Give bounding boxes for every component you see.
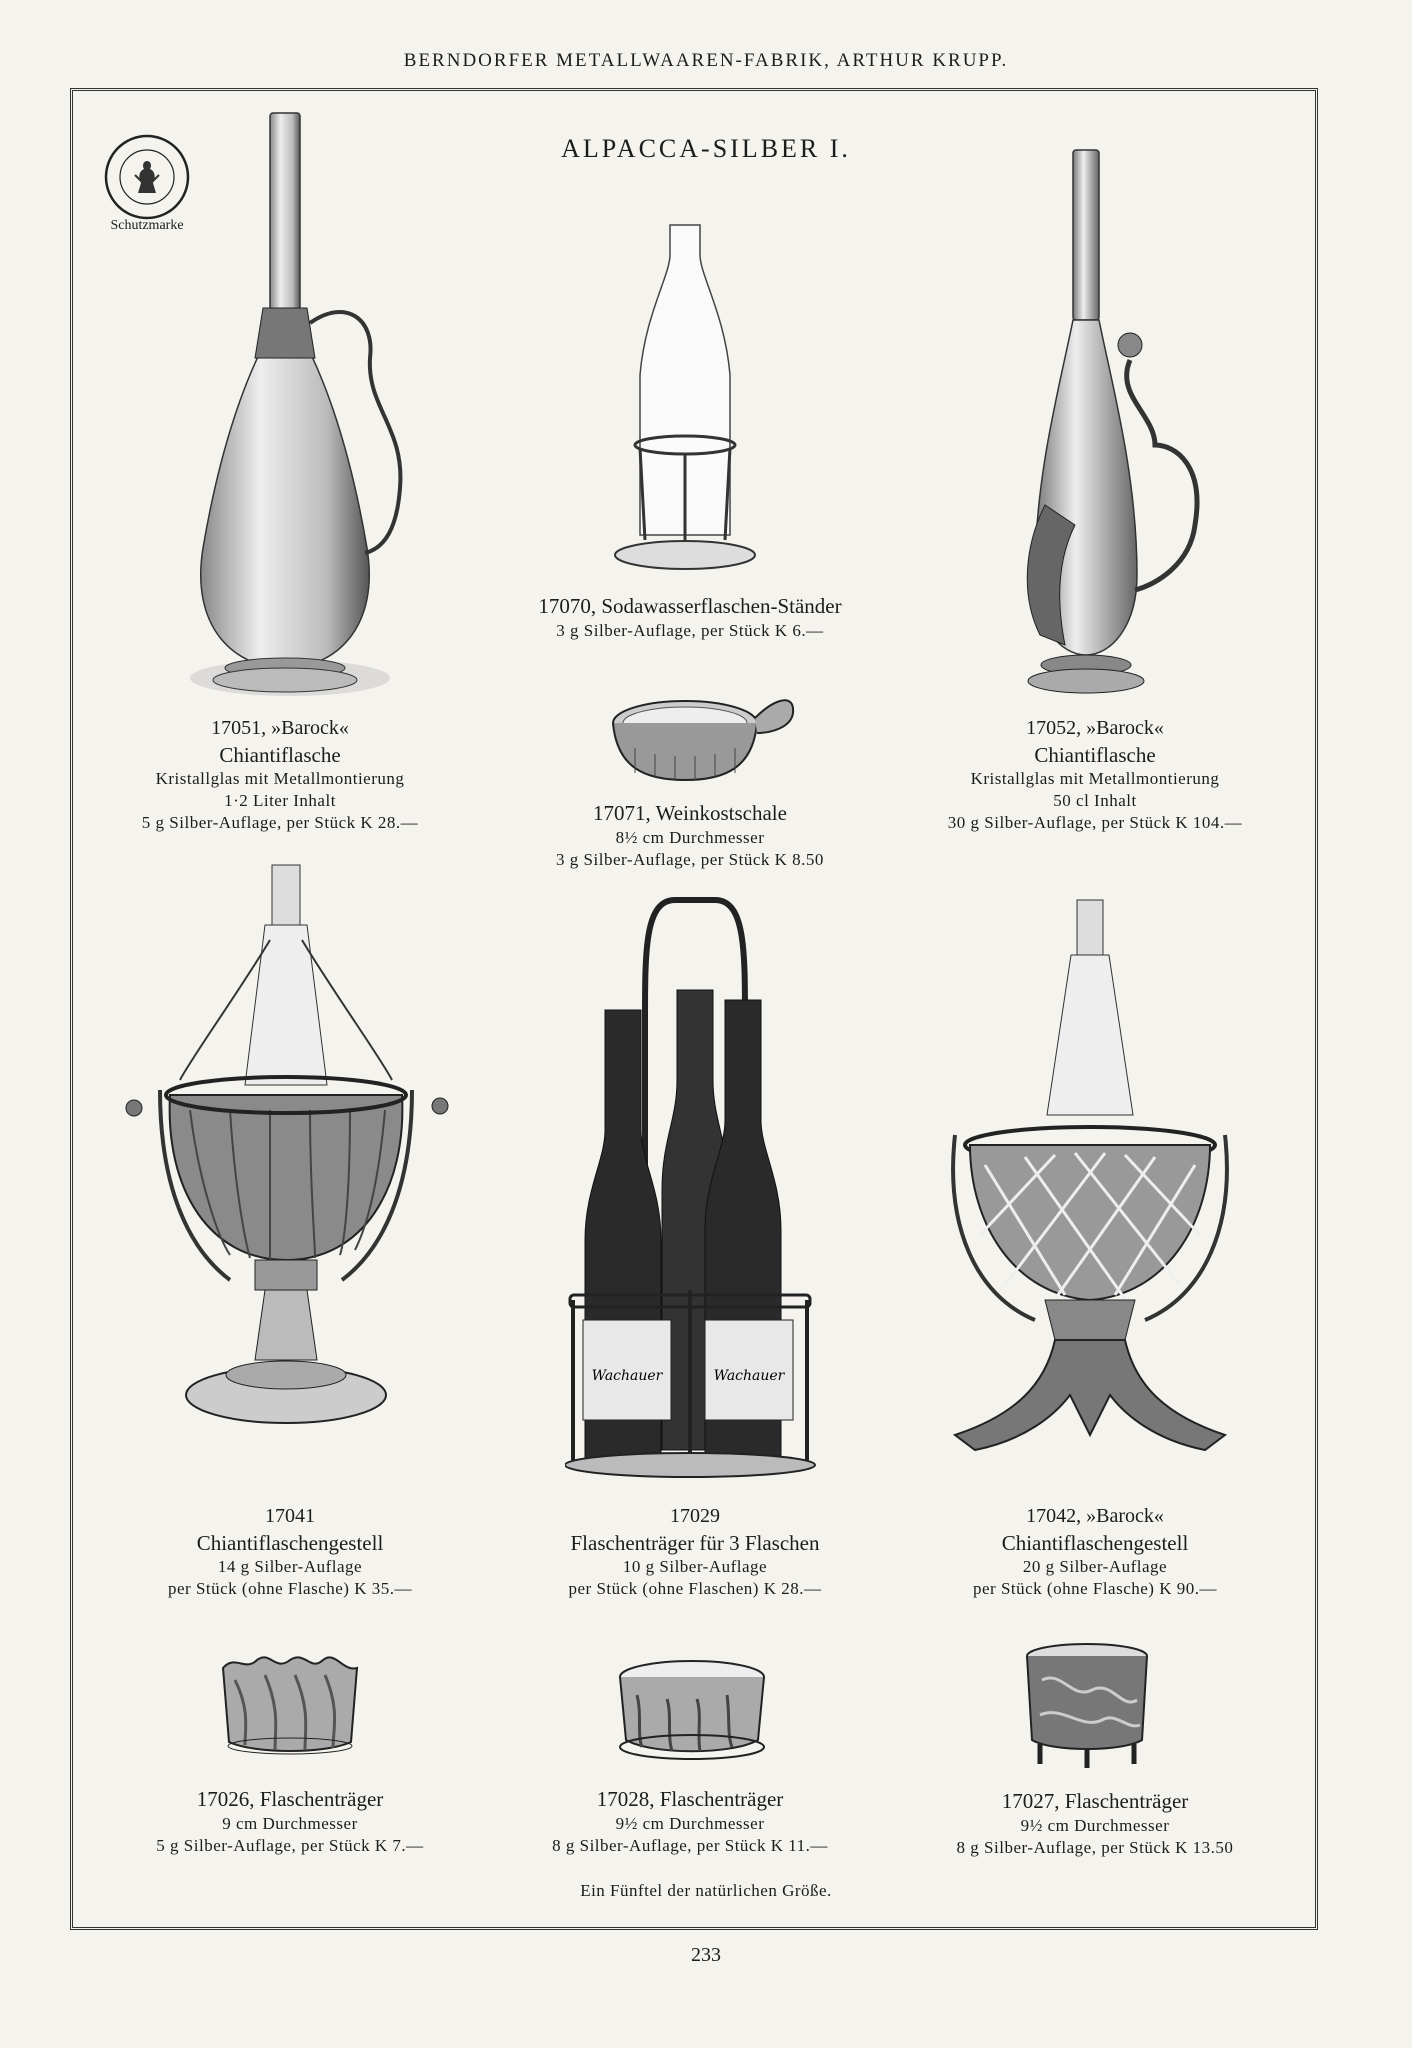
item-detail: 14 g Silber-Auflage (217, 1557, 363, 1577)
item-number: 17071, Weinkostschale (593, 801, 787, 825)
item-caption-17071 (500, 800, 880, 870)
item-name: Chiantiflaschengestell (1001, 1530, 1189, 1555)
item-caption-17027 (900, 1788, 1290, 1858)
item-detail: Kristallglas mit Metallmontierung (970, 769, 1220, 789)
baroque-chianti-stand-17042-illustration (925, 895, 1255, 1490)
item-caption-17070 (490, 593, 890, 642)
item-price: per Stück (ohne Flaschen) K 28.— (568, 1579, 822, 1599)
item-name: Chiantiflasche (219, 742, 341, 767)
item-detail: 50 cl Inhalt (1053, 791, 1137, 811)
item-detail: 20 g Silber-Auflage (1022, 1557, 1168, 1577)
item-caption-17052 (915, 716, 1275, 834)
bottle-label-right: Wachauer (713, 1368, 785, 1384)
item-name: Chiantiflasche (1034, 742, 1156, 767)
page-number: 233 (691, 1944, 721, 1966)
item-caption-17026 (95, 1786, 485, 1856)
item-number: 17029 (670, 1505, 720, 1527)
item-caption-17028 (495, 1786, 885, 1856)
item-price: 5 g Silber-Auflage, per Stück K 28.— (141, 812, 419, 832)
page-header: BERNDORFER METALLWAAREN-FABRIK, ARTHUR KRUPP. (403, 50, 1009, 71)
item-number: 17026, Flaschenträger (196, 1787, 384, 1811)
item-price: per Stück (ohne Flasche) K 90.— (972, 1579, 1217, 1599)
item-number: 17052, »Barock« (1026, 717, 1164, 739)
item-name: Flaschenträger für 3 Flaschen (570, 1530, 820, 1555)
bottle-label-left: Wachauer (591, 1368, 663, 1384)
soda-bottle-stand-17070-illustration (600, 220, 770, 585)
item-detail: 9 cm Durchmesser (222, 1813, 358, 1833)
chianti-stand-17041-illustration (120, 860, 460, 1480)
item-number: 17028, Flaschenträger (596, 1787, 784, 1811)
item-price: 8 g Silber-Auflage, per Stück K 13.50 (956, 1837, 1234, 1857)
item-detail: 1·2 Liter Inhalt (224, 791, 336, 811)
bottle-coaster-17026-illustration (215, 1650, 365, 1760)
item-detail: 9½ cm Durchmesser (1020, 1815, 1170, 1835)
scale-footnote: Ein Fünftel der natürlichen Größe. (580, 1881, 832, 1900)
item-price: 8 g Silber-Auflage, per Stück K 11.— (552, 1835, 828, 1855)
page-title: ALPACCA-SILBER I. (561, 134, 851, 163)
item-number: 17041 (265, 1505, 315, 1527)
logo-caption: Schutzmarke (110, 218, 184, 233)
item-price: per Stück (ohne Flasche) K 35.— (167, 1579, 412, 1599)
item-detail: 10 g Silber-Auflage (622, 1557, 768, 1577)
baroque-chianti-bottle-17052-illustration (1005, 145, 1245, 705)
item-number: 17070, Sodawasserflaschen-Ständer (538, 594, 842, 618)
item-caption-17042 (915, 1504, 1275, 1600)
item-number: 17042, »Barock« (1026, 1505, 1164, 1527)
bottle-coaster-17027-illustration (1022, 1640, 1152, 1775)
item-name: Chiantiflaschengestell (196, 1530, 384, 1555)
three-bottle-carrier-17029-illustration (565, 890, 825, 1490)
item-number: 17051, »Barock« (211, 717, 349, 739)
item-caption-17041 (110, 1504, 470, 1600)
bottle-coaster-17028-illustration (612, 1655, 772, 1765)
item-price: 3 g Silber-Auflage, per Stück K 8.50 (556, 849, 824, 869)
item-detail: 8½ cm Durchmesser (615, 827, 765, 847)
chianti-bottle-17051-illustration (185, 108, 475, 708)
item-price: 3 g Silber-Auflage, per Stück K 6.— (556, 620, 824, 640)
item-price: 5 g Silber-Auflage, per Stück K 7.— (156, 1835, 424, 1855)
item-caption-17029 (510, 1504, 880, 1600)
item-caption-17051 (100, 716, 460, 834)
item-detail: 9½ cm Durchmesser (615, 1813, 765, 1833)
item-detail: Kristallglas mit Metallmontierung (155, 769, 405, 789)
item-number: 17027, Flaschenträger (1001, 1789, 1189, 1813)
item-price: 30 g Silber-Auflage, per Stück K 104.— (947, 812, 1243, 832)
wine-tasting-cup-17071-illustration (605, 688, 805, 798)
